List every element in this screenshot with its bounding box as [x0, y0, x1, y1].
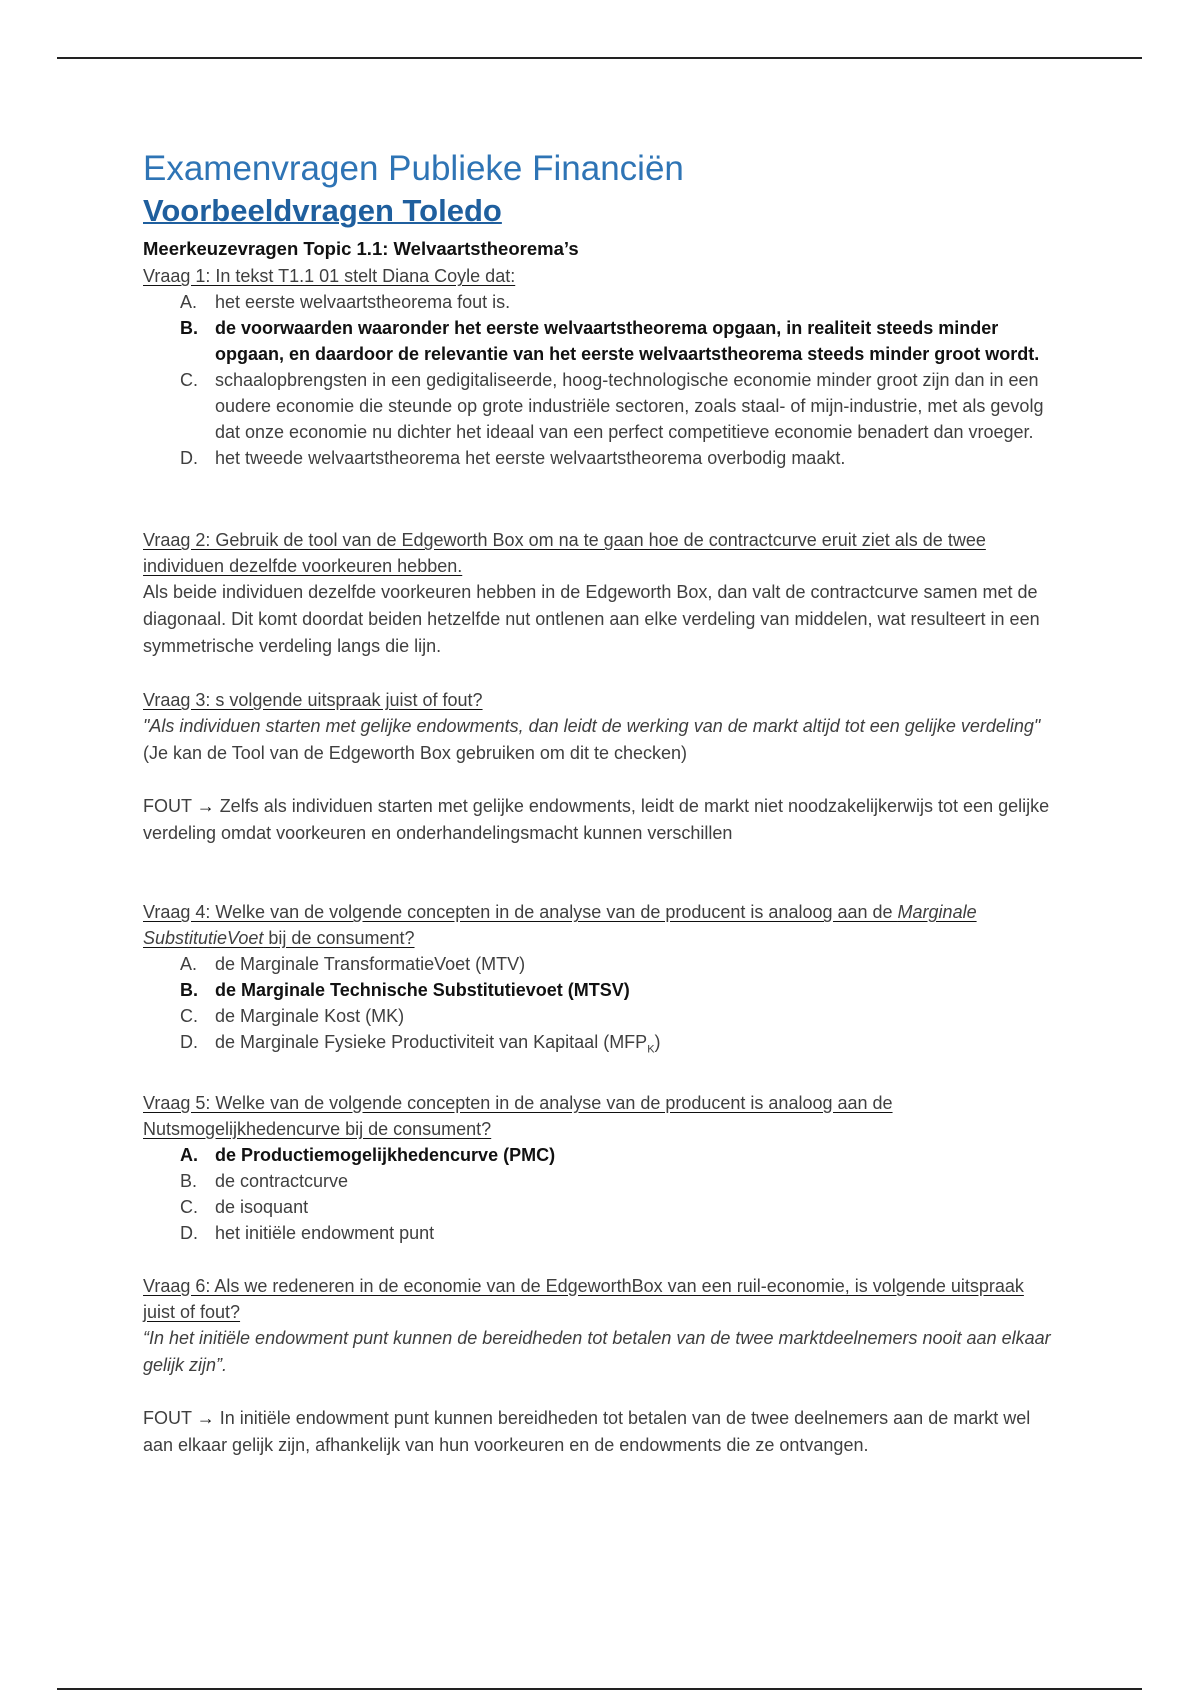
document-subtitle: Voorbeeldvragen Toledo: [143, 193, 502, 228]
question-6-answer: FOUT → In initiële endowment punt kunnen bereidheden tot betalen van de twee deelnemers aan de markt wel aan elkaar gelijk zijn, afhankelijk van hun voorkeuren en de endowments die ze ontvangen.: [143, 1407, 1031, 1455]
question-1-options: [143, 289, 1058, 471]
question-4-options: [143, 951, 1058, 1063]
question-6-statement: “In het initiële endowment punt kunnen de bereidheden tot betalen van de twee marktdeelnemers nooit aan elkaar gelijk zijn”.: [143, 1327, 1051, 1375]
option-c: C. de isoquant: [180, 1196, 309, 1217]
question-4: [143, 899, 1058, 1063]
option-b-correct: B. de voorwaarden waaronder het eerste welvaartstheorema opgaan, in realiteit steeds minder opgaan, en daardoor de relevantie van het eerste welvaartstheorema steeds minder groot wordt.: [180, 318, 1040, 364]
footer-rule: [57, 1688, 1142, 1690]
option-d: D. de Marginale Fysieke Productiviteit van Kapitaal $(MFP_K)$: [180, 1032, 661, 1056]
option-c: C. schaalopbrengsten in een gedigitaliseerde, hoog-technologische economie minder groot zijn dan in een oudere economie die steunde op grote industriële sectoren, zoals staal- of mijn-industrie, met als gevolg dat onze economie nu dichter het ideaal van een perfect competitieve economie benadert dan vroeger.: [180, 370, 1044, 442]
question-2: [143, 527, 1058, 660]
question-2-title: Vraag 2: Gebruik de tool van de Edgeworth Box om na te gaan hoe de contractcurve eruit ziet als de twee individuen dezelfde voorkeuren hebben.: [143, 530, 986, 576]
arrow-right-icon: →: [196, 1407, 215, 1428]
question-5-title: Vraag 5: Welke van de volgende concepten in de analyse van de producent is analoog aan de Nutsmogelijkhedencurve bij de consument?: [143, 1092, 893, 1139]
option-d: D. het tweede welvaartstheorema het eerste welvaartstheorema overbodig maakt.: [180, 448, 846, 468]
question-1-title: Vraag 1: In tekst T1.1 01 stelt Diana Coyle dat:: [143, 266, 516, 286]
question-5-options: [143, 1142, 1058, 1246]
question-6: [143, 1273, 1058, 1459]
option-b-correct: B. de Marginale Technische Substitutievoet (MTSV): [180, 980, 630, 1000]
document-body: [143, 147, 1058, 1459]
document-title: Examenvragen Publieke Financiën: [143, 149, 684, 188]
question-3: [143, 687, 1058, 847]
question-3-answer: FOUT → Zelfs als individuen starten met gelijke endowments, leidt de markt niet noodzakelijkerwijs tot een gelijke verdeling omdat voorkeuren en onderhandelingsmacht kunnen verschillen: [143, 796, 1050, 843]
section-heading: Meerkeuzevragen Topic 1.1: Welvaartstheorema’s: [143, 238, 579, 259]
option-a: A. de Marginale TransformatieVoet (MTV): [180, 954, 526, 974]
option-b: B. de contractcurve: [180, 1170, 349, 1191]
option-a: A. het eerste welvaartstheorema fout is.: [180, 292, 511, 312]
header-rule: [57, 57, 1142, 59]
question-4-title: Vraag 4: Welke van de volgende concepten in de analyse van de producent is analoog aan de Marginale SubstitutieVoet bij de consument?: [143, 902, 977, 948]
question-1: [143, 263, 1058, 471]
question-6-title: Vraag 6: Als we redeneren in de economie van de EdgeworthBox van een ruil-economie, is volgende uitspraak juist of fout?: [143, 1275, 1024, 1322]
option-d: D. het initiële endowment punt: [180, 1222, 435, 1243]
option-a-correct: A. de Productiemogelijkhedencurve (PMC): [180, 1144, 556, 1165]
question-5: [143, 1090, 1058, 1246]
question-2-answer: Als beide individuen dezelfde voorkeuren hebben in de Edgeworth Box, dan valt de contractcurve samen met de diagonaal. Dit komt doordat beiden hetzelfde nut ontlenen aan elke verdeling van middelen, wat resulteert in een symmetrische verdeling langs die lijn.: [143, 582, 1040, 656]
option-c: C. de Marginale Kost (MK): [180, 1006, 405, 1026]
question-3-title: Vraag 3: s volgende uitspraak juist of fout?: [143, 690, 483, 710]
question-3-statement: "Als individuen starten met gelijke endowments, dan leidt de werking van de markt altijd tot een gelijke verdeling" (Je kan de Tool van de Edgeworth Box gebruiken om dit te checken): [143, 716, 1041, 763]
arrow-right-icon: →: [196, 796, 215, 816]
